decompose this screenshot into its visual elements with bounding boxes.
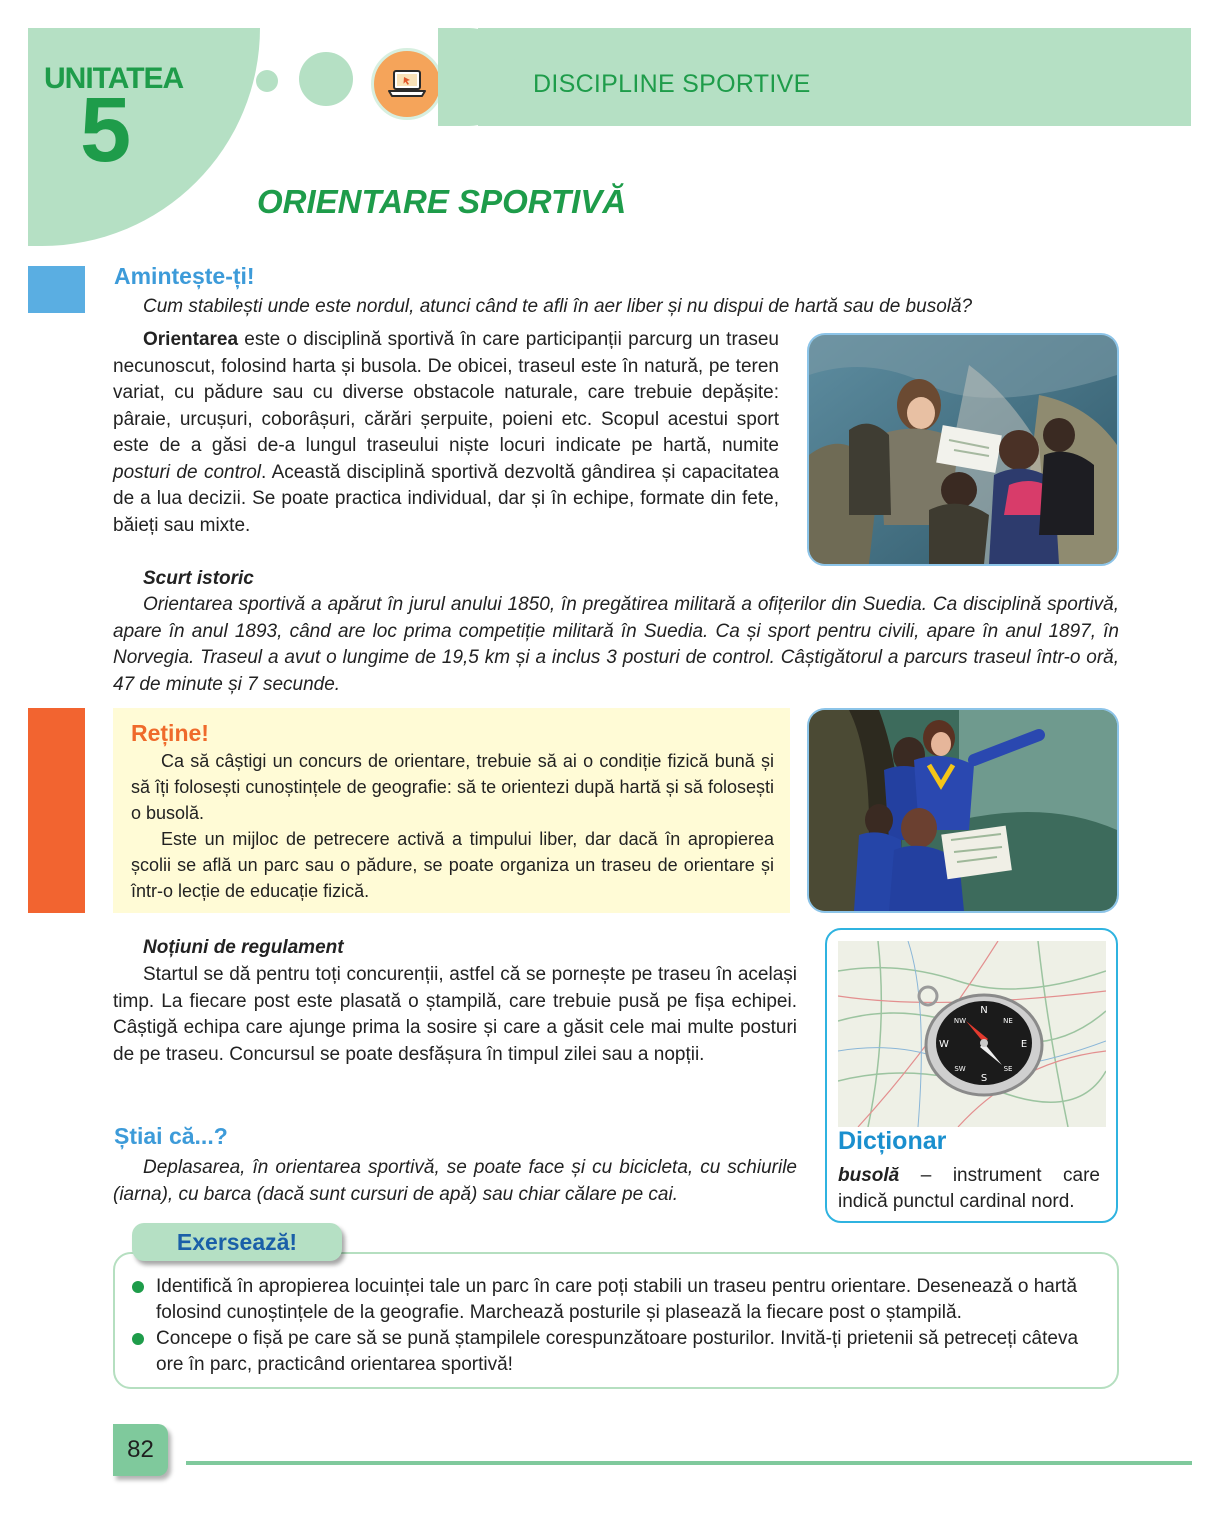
retine-heading: Reține! bbox=[131, 720, 209, 746]
decor-dot-small bbox=[256, 70, 278, 92]
istoric-heading: Scurt istoric bbox=[143, 568, 254, 589]
photo-scouts-map bbox=[807, 708, 1119, 913]
stiai-heading: Știai că...? bbox=[114, 1123, 228, 1149]
compass-label: E bbox=[1020, 1039, 1028, 1050]
page-title: ORIENTARE SPORTIVĂ bbox=[257, 183, 627, 220]
unit-number: 5 bbox=[80, 79, 132, 181]
section-marker-blue bbox=[28, 266, 85, 313]
compass-label: SE bbox=[1003, 1065, 1013, 1073]
compass-label: NW bbox=[953, 1017, 967, 1025]
dictionary-heading: Dicționar bbox=[838, 1127, 947, 1155]
retine-paragraph-1: Ca să câștigi un concurs de orientare, trebuie să ai o condiție fizică bună și să îți folosești cunoștințele de geografie: să te orientezi după hartă și să folosești o busolă. bbox=[131, 751, 774, 823]
intro-text-1: este o disciplină sportivă în care participanții parcurg un traseu necunoscut, folosind harta și busola. De obicei, traseul este în natură, pe teren variat, cu pădure sau cu diverse obstacole naturale, care trebuie depășite: pâraie, urcușuri, coborâșuri, cărări șerpuite, poieni etc. Scopul acestui sport este de a găsi de-a lungul traseului niște locuri indicate pe hartă, numite bbox=[113, 329, 779, 456]
exercise-item: Identifică în apropierea locuinței tale un parc în care poți stabili un traseu pentru orientare. Desenează o hartă folosind cunoștințele de la geografie. Marchează posturile și plasează la fiecare post o ștampilă. bbox=[156, 1276, 1078, 1323]
aminteste-question: Cum stabilești unde este nordul, atunci când te afli în aer liber și nu dispui de hartă sau de busolă? bbox=[143, 296, 973, 317]
istoric-text: Orientarea sportivă a apărut în jurul anului 1850, în pregătirea militară a ofițerilor din Suedia. Ca disciplină sportivă, apare în anul 1893, când are loc prima competiție militară în Suedia. Ca și sport pentru civili, apare în anul 1897, în Norvegia. Traseul a avut o lungime de 19,5 km și a inclus 3 posturi de control. Câștigătorul a parcurs traseul într-o oră, 47 de minute și 7 secunde. bbox=[113, 594, 1119, 695]
footer-line bbox=[186, 1461, 1192, 1465]
decor-dot-medium bbox=[299, 52, 353, 106]
compass-label: W bbox=[939, 1039, 949, 1050]
dictionary-definition bbox=[838, 1163, 1100, 1215]
exercise-item: Concepe o fișă pe care să se pună ștampilele corespunzătoare posturilor. Invită-ți prietenii să petreceți câteva ore în parc, practicând orientarea sportivă! bbox=[156, 1328, 1079, 1375]
aminteste-heading: Amintește-ți! bbox=[114, 263, 255, 289]
bullet-icon bbox=[132, 1281, 144, 1293]
retine-box bbox=[113, 708, 790, 913]
stiai-text: Deplasarea, în orientarea sportivă, se poate face și cu bicicleta, cu schiurile (iarna), cu barca (dacă sunt cursuri de apă) sau chiar călare pe cai. bbox=[113, 1157, 797, 1205]
section-title: DISCIPLINE SPORTIVE bbox=[533, 70, 811, 98]
unit-label: UNITATEA bbox=[44, 62, 184, 95]
compass-label: S bbox=[980, 1073, 988, 1084]
compass-label: SW bbox=[954, 1065, 966, 1073]
page-number-box bbox=[113, 1424, 168, 1476]
dictionary-term: busolă bbox=[838, 1165, 900, 1186]
photo-orienteering-group bbox=[807, 333, 1119, 566]
compass-label: N bbox=[980, 1005, 988, 1016]
intro-term: Orientarea bbox=[143, 329, 239, 350]
retine-paragraph-2: Este un mijloc de petrecere activă a timpului liber, dar dacă în apropierea școlii se află un parc sau o pădure, se poate organiza un traseu de orientare și într-o lecție de educație fizică. bbox=[131, 829, 774, 901]
section-marker-orange bbox=[28, 708, 85, 913]
unit-badge-background bbox=[28, 28, 260, 246]
laptop-icon bbox=[371, 48, 443, 120]
regulament-text: Startul se dă pentru toți concurenții, astfel că se pornește pe traseu în același timp. La fiecare post este plasată o ștampilă, care trebuie pusă pe fișa echipei. Câștigă echipa care ajunge prima la sosire și care a găsit cele mai multe posturi de pe traseu. Concursul se poate desfășura în timpul zilei sau a nopții. bbox=[113, 964, 797, 1065]
compass-label: NE bbox=[1003, 1017, 1013, 1025]
page-number: 82 bbox=[127, 1436, 154, 1463]
intro-text-2: . Această disciplină sportivă dezvoltă gândirea și capacitatea de a lua decizii. Se poate practica individual, dar și în echipe, formate din fete, băieți sau mixte. bbox=[113, 461, 779, 536]
compass-photo bbox=[838, 941, 1106, 1127]
dictionary-definition-text: – instrument care indică punctul cardinal nord. bbox=[838, 1165, 1100, 1212]
regulament-heading: Noțiuni de regulament bbox=[143, 937, 344, 958]
bullet-icon bbox=[132, 1333, 144, 1345]
intro-paragraph bbox=[113, 327, 779, 539]
intro-emphasis: posturi de control bbox=[113, 461, 261, 483]
exercise-tab bbox=[132, 1223, 342, 1261]
exercise-tab-label: Exersează! bbox=[176, 1228, 298, 1255]
